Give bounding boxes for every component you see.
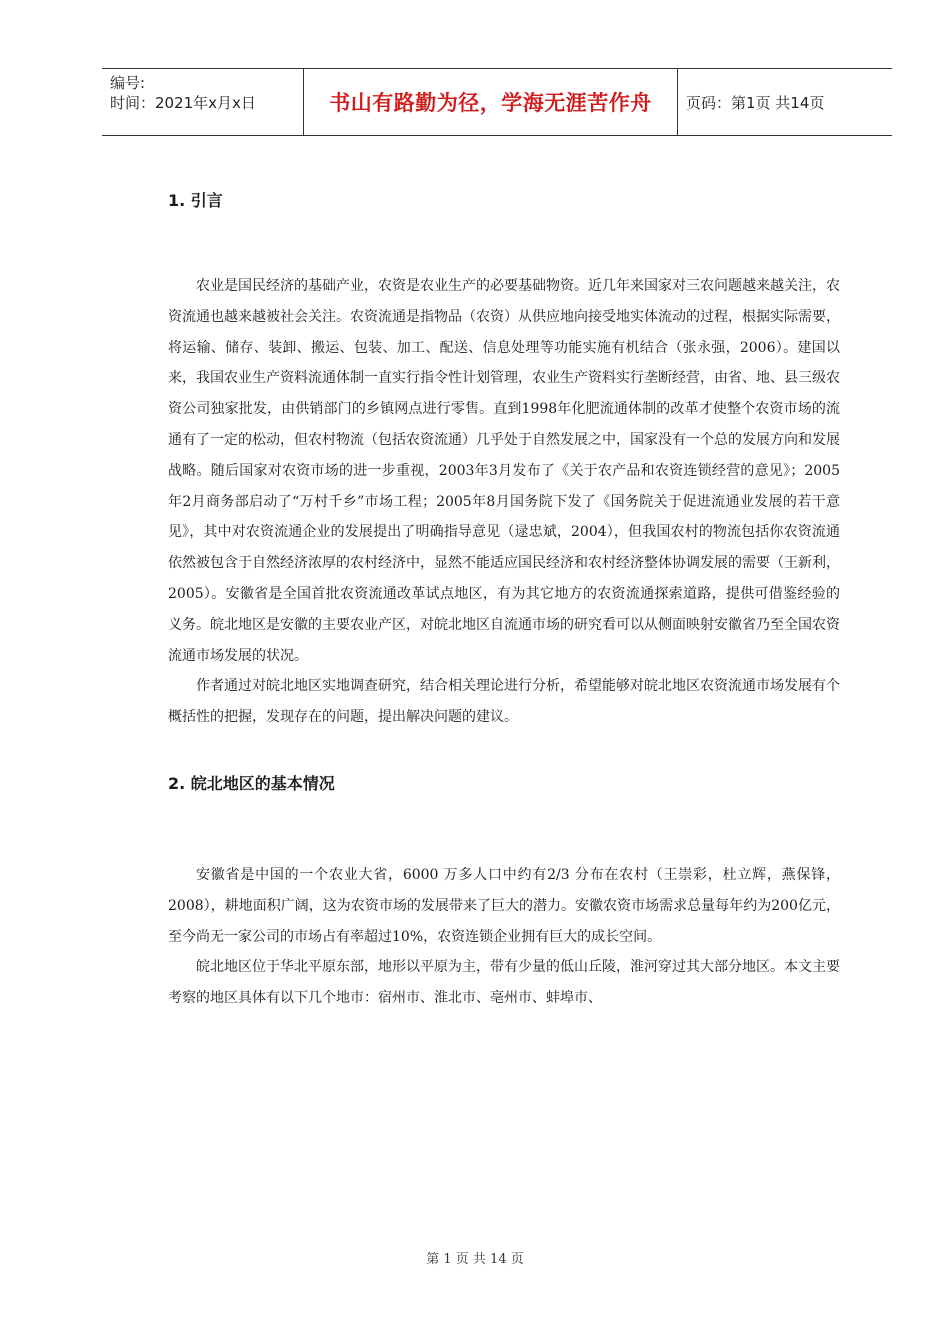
section-title-introduction: 1. 引言	[168, 191, 223, 210]
document-body	[168, 180, 840, 1014]
section-title-basic-situation: 2. 皖北地区的基本情况	[168, 773, 335, 793]
header-motto: 书山有路勤为径，学海无涯苦作舟	[304, 69, 678, 135]
document-number-label: 编号:	[110, 74, 146, 92]
page-footer: 第 1 页 共 14 页	[426, 1252, 524, 1267]
paragraph: 皖北地区位于华北平原东部，地形以平原为主，带有少量的低山丘陵，淮河穿过其大部分地区。本文主要考察的地区具体有以下几个地市：宿州市、淮北市、亳州市、蚌埠市、	[168, 959, 840, 1007]
paragraph: 作者通过对皖北地区实地调查研究，结合相关理论进行分析，希望能够对皖北地区农资流通市场发展有个概括性的把握，发现存在的问题，提出解决问题的建议。	[168, 678, 840, 726]
page-header	[102, 68, 892, 136]
paragraph: 安徽省是中国的一个农业大省，6000 万多人口中约有2/3 分布在农村（王崇彩，杜立辉，燕保锋，2008），耕地面积广阔，这为农资市场的发展带来了巨大的潜力。安徽农资市场需求总量每年约为200亿元，至今尚无一家公司的市场占有率超过10%，农资连锁企业拥有巨大的成长空间。	[168, 866, 840, 945]
paragraph: 农业是国民经济的基础产业，农资是农业生产的必要基础物资。近几年来国家对三农问题越来越关注，农资流通也越来越被社会关注。农资流通是指物品（农资）从供应地向接受地实体流动的过程，根据实际需要，将运输、储存、装卸、搬运、包装、加工、配送、信息处理等功能实施有机结合（张永强，2006）。建国以来，我国农业生产资料流通体制一直实行指令性计划管理，农业生产资料实行垄断经营，由省、地、县三级农资公司独家批发，由供销部门的乡镇网点进行零售。直到1998年化肥流通体制的改革才使整个农资市场的流通有了一定的松动，但农村物流（包括农资流通）几乎处于自然发展之中，国家没有一个总的发展方向和发展战略。随后国家对农资市场的进一步重视，2003年3月发布了《关于农产品和农资连锁经营的意见》；2005年2月商务部启动了“万村千乡”市场工程；2005年8月国务院下发了《国务院关于促进流通业发展的若干意见》，其中对农资流通企业的发展提出了明确指导意见（逯忠斌，2004），但我国农村的物流包括你农资流通依然被包含于自然经济浓厚的农村经济中，显然不能适应国民经济和农村经济整体协调发展的需要（王新利，2005）。安徽省是全国首批农资流通改革试点地区，有为其它地方的农资流通探索道路，提供可借鉴经验的义务。皖北地区是安徽的主要农业产区，对皖北地区自流通市场的研究看可以从侧面映射安徽省乃至全国农资流通市场发展的状况。	[168, 278, 840, 664]
document-date-label: 时间：2021年x月x日	[110, 94, 256, 112]
header-page-info: 页码：第1页 共14页	[686, 93, 825, 112]
header-meta	[102, 69, 304, 135]
